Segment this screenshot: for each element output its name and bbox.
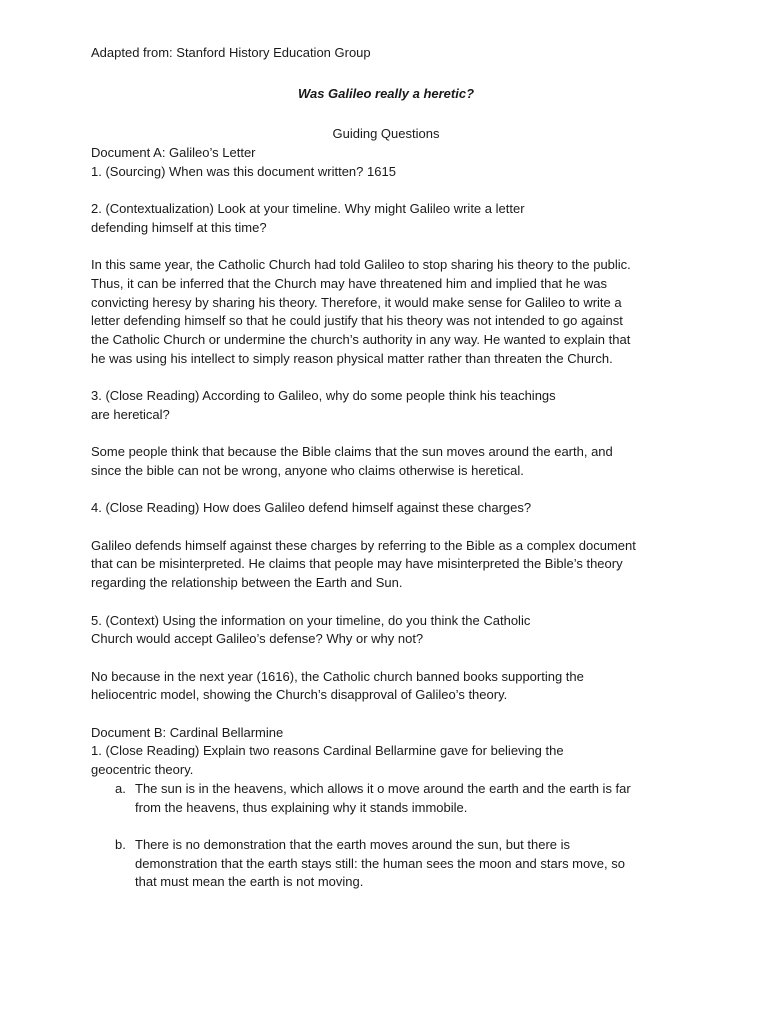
doc-a-answer-3-line: since the bible can not be wrong, anyone who claims otherwise is heretical. <box>91 463 524 478</box>
spacer <box>91 518 681 537</box>
doc-a-answer-2-line: In this same year, the Catholic Church had told Galileo to stop sharing his theory to the public. <box>91 257 631 273</box>
spacer <box>91 481 681 500</box>
list-item-line: The sun is in the heavens, which allows it o move around the earth and the earth is far <box>135 780 631 796</box>
list-item-line: that must mean the earth is not moving. <box>135 874 364 890</box>
doc-a-question-3-line-1: 3. (Close Reading) According to Galileo, why do some people think his teachings <box>91 388 556 404</box>
list-spacer <box>91 817 681 836</box>
spacer <box>91 649 681 668</box>
doc-a-answer-5-line: heliocentric model, showing the Church’s disapproval of Galileo’s theory. <box>91 687 508 703</box>
list-item-line: demonstration that the earth stays still: the human sees the moon and stars move, so <box>135 855 625 871</box>
doc-a-question-2-line-2: defending himself at this time? <box>91 219 267 235</box>
doc-a-question-5-line-1: 5. (Context) Using the information on your timeline, do you think the Catholic <box>91 612 531 628</box>
doc-b-answer-list <box>91 780 681 892</box>
doc-a-question-3-line-2: are heretical? <box>91 406 170 422</box>
doc-a-question-4: 4. (Close Reading) How does Galileo defend himself against these charges? <box>91 500 532 516</box>
doc-a-answer-5-line: No because in the next year (1616), the Catholic church banned books supporting the <box>91 668 584 684</box>
doc-a-answer-4-line: Galileo defends himself against these charges by referring to the Bible as a complex document <box>91 537 636 553</box>
doc-a-heading: Document A: Galileo’s Letter <box>91 145 256 161</box>
list-item <box>91 780 681 817</box>
spacer <box>91 593 681 612</box>
list-item-line: from the heavens, thus explaining why it stands immobile. <box>135 799 468 815</box>
doc-a-answer-2-line: the Catholic Church or undermine the church’s authority in any way. He wanted to explain that <box>91 332 631 348</box>
doc-b-question-1-line-1: 1. (Close Reading) Explain two reasons Cardinal Bellarmine gave for believing the <box>91 743 564 759</box>
doc-b-question-1-line-2: geocentric theory. <box>91 762 194 778</box>
doc-a-question-2-line-1: 2. (Contextualization) Look at your timeline. Why might Galileo write a letter <box>91 201 525 217</box>
spacer <box>91 182 681 201</box>
doc-a-answer-4-line: that can be misinterpreted. He claims that people may have misinterpreted the Bible’s theory <box>91 556 623 572</box>
spacer <box>91 425 681 444</box>
doc-b-heading: Document B: Cardinal Bellarmine <box>91 724 284 740</box>
list-marker: a. <box>115 780 126 796</box>
spacer <box>91 238 681 257</box>
doc-a-answer-4-line: regarding the relationship between the Earth and Sun. <box>91 575 403 591</box>
spacer <box>91 369 681 388</box>
document-title: Was Galileo really a heretic? <box>297 85 475 101</box>
doc-a-answer-2-line: he was using his intellect to simply reason physical matter rather than threaten the Church. <box>91 350 613 366</box>
doc-a-answer-2-line: letter defending himself so that he could justify that his theory was not intended to go against <box>91 313 623 329</box>
spacer <box>91 705 681 724</box>
doc-a-answer-2-line: convicting heresy by sharing his theory. Therefore, it would make sense for Galileo to write a <box>91 294 622 310</box>
document-subtitle: Guiding Questions <box>332 126 440 142</box>
list-item <box>91 836 681 892</box>
list-marker: b. <box>115 836 126 852</box>
doc-a-question-5-line-2: Church would accept Galileo’s defense? Why or why not? <box>91 631 424 647</box>
list-item-line: There is no demonstration that the earth moves around the sun, but there is <box>135 836 571 852</box>
source-attribution: Adapted from: Stanford History Education Group <box>91 45 371 60</box>
document-page <box>91 44 681 892</box>
doc-a-answer-2-line: Thus, it can be inferred that the Church may have threatened him and implied that he was <box>91 276 607 291</box>
doc-a-question-1: 1. (Sourcing) When was this document written? 1615 <box>91 163 396 179</box>
doc-a-answer-3-line: Some people think that because the Bible claims that the sun moves around the earth, and <box>91 444 613 460</box>
